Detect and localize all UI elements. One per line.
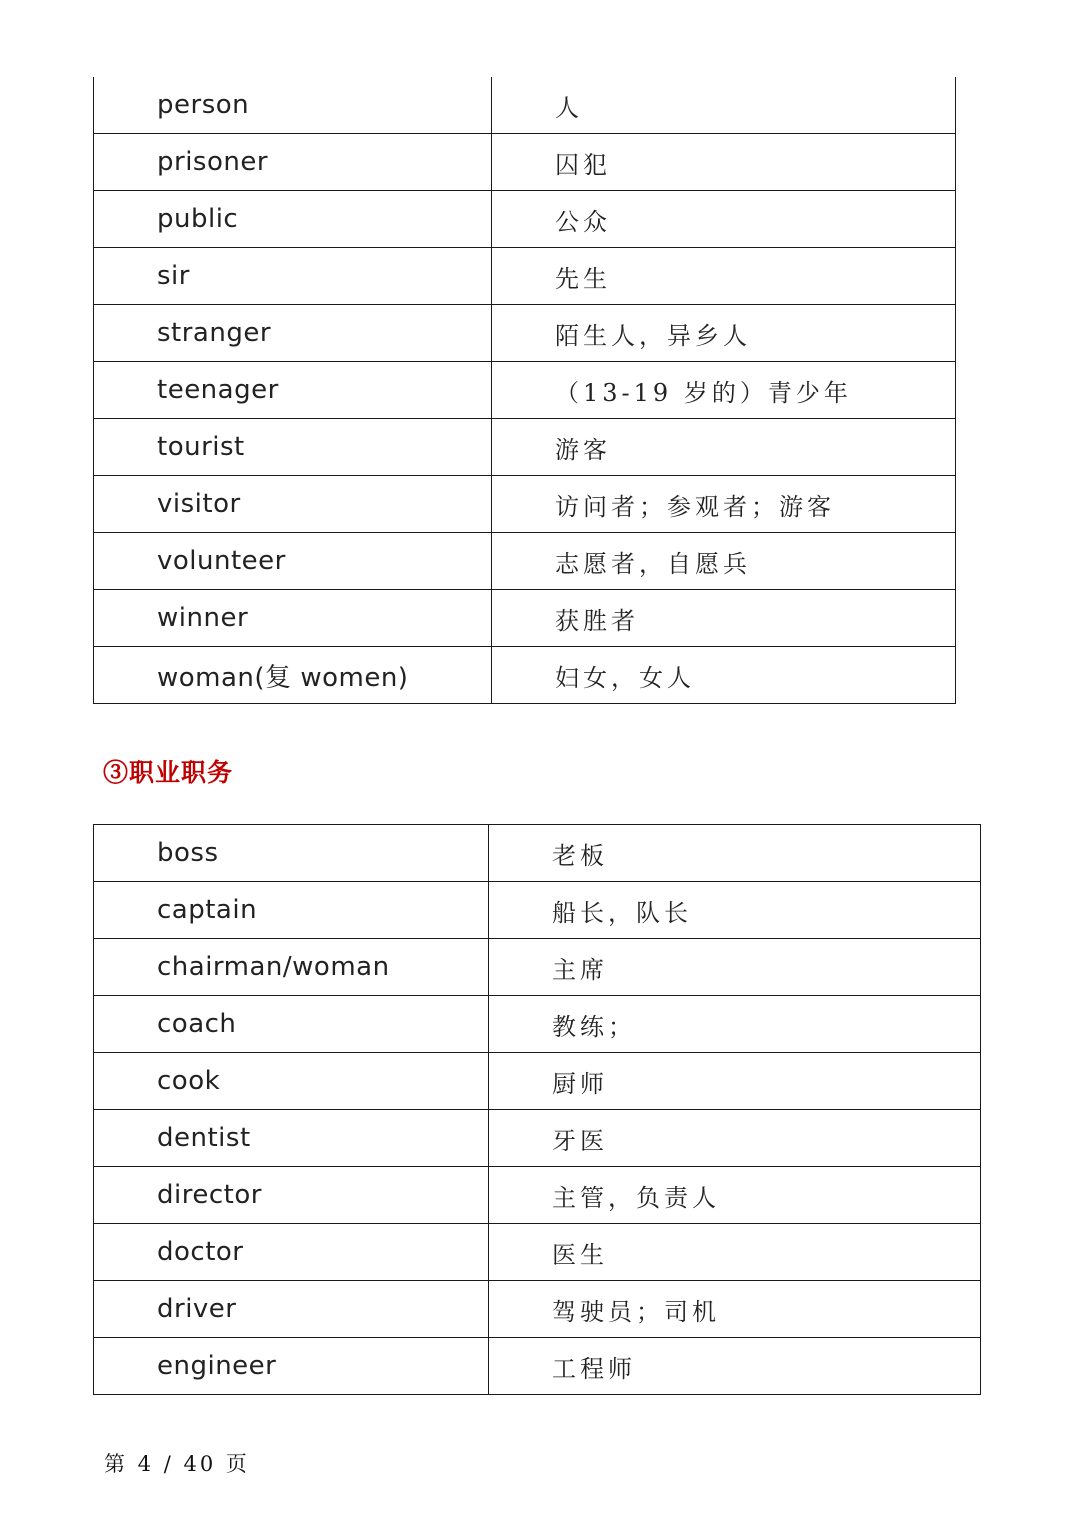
chinese-meaning: 人: [492, 77, 956, 134]
chinese-meaning: 囚犯: [492, 134, 956, 191]
english-word: driver: [94, 1281, 489, 1338]
english-word: captain: [94, 882, 489, 939]
chinese-meaning: 公众: [492, 191, 956, 248]
table-row: [94, 590, 956, 647]
english-word: teenager: [94, 362, 492, 419]
chinese-meaning: 主席: [489, 939, 981, 996]
chinese-meaning: （13-19 岁的）青少年: [492, 362, 956, 419]
chinese-meaning: 驾驶员；司机: [489, 1281, 981, 1338]
table-row: [94, 882, 981, 939]
table-row: [94, 476, 956, 533]
english-word: tourist: [94, 419, 492, 476]
chinese-meaning: 船长，队长: [489, 882, 981, 939]
table-row: [94, 419, 956, 476]
occupation-vocab-body: [94, 825, 981, 1395]
chinese-meaning: 游客: [492, 419, 956, 476]
table-row: [94, 647, 956, 704]
table-row: [94, 305, 956, 362]
chinese-meaning: 先生: [492, 248, 956, 305]
table-row: [94, 248, 956, 305]
table-row: [94, 362, 956, 419]
english-word: engineer: [94, 1338, 489, 1395]
table-row: [94, 134, 956, 191]
section-heading-occupations: ③职业职务: [103, 758, 234, 787]
table-row: [94, 77, 956, 134]
chinese-meaning: 医生: [489, 1224, 981, 1281]
english-word: boss: [94, 825, 489, 882]
english-word: chairman/woman: [94, 939, 489, 996]
table-row: [94, 996, 981, 1053]
english-word: woman(复 women): [94, 647, 492, 704]
chinese-meaning: 厨师: [489, 1053, 981, 1110]
chinese-meaning: 主管，负责人: [489, 1167, 981, 1224]
english-word: visitor: [94, 476, 492, 533]
chinese-meaning: 老板: [489, 825, 981, 882]
chinese-meaning: 获胜者: [492, 590, 956, 647]
chinese-meaning: 访问者；参观者；游客: [492, 476, 956, 533]
english-word: director: [94, 1167, 489, 1224]
chinese-meaning: 志愿者，自愿兵: [492, 533, 956, 590]
table-row: [94, 1338, 981, 1395]
chinese-meaning: 工程师: [489, 1338, 981, 1395]
english-word: sir: [94, 248, 492, 305]
english-word: doctor: [94, 1224, 489, 1281]
table-row: [94, 533, 956, 590]
chinese-meaning: 妇女，女人: [492, 647, 956, 704]
table-row: [94, 1224, 981, 1281]
english-word: volunteer: [94, 533, 492, 590]
english-word: winner: [94, 590, 492, 647]
english-word: stranger: [94, 305, 492, 362]
people-vocab-body: [94, 77, 956, 704]
table-row: [94, 1167, 981, 1224]
table-row: [94, 1053, 981, 1110]
page-number: 第 4 / 40 页: [104, 1452, 250, 1476]
chinese-meaning: 教练；: [489, 996, 981, 1053]
english-word: person: [94, 77, 492, 134]
english-word: cook: [94, 1053, 489, 1110]
occupation-vocab-table: [93, 824, 981, 1395]
english-word: dentist: [94, 1110, 489, 1167]
table-row: [94, 939, 981, 996]
chinese-meaning: 陌生人，异乡人: [492, 305, 956, 362]
table-row: [94, 825, 981, 882]
english-word: public: [94, 191, 492, 248]
english-word: prisoner: [94, 134, 492, 191]
table-row: [94, 1281, 981, 1338]
people-vocab-table: [93, 77, 956, 704]
table-row: [94, 1110, 981, 1167]
english-word: coach: [94, 996, 489, 1053]
table-row: [94, 191, 956, 248]
chinese-meaning: 牙医: [489, 1110, 981, 1167]
